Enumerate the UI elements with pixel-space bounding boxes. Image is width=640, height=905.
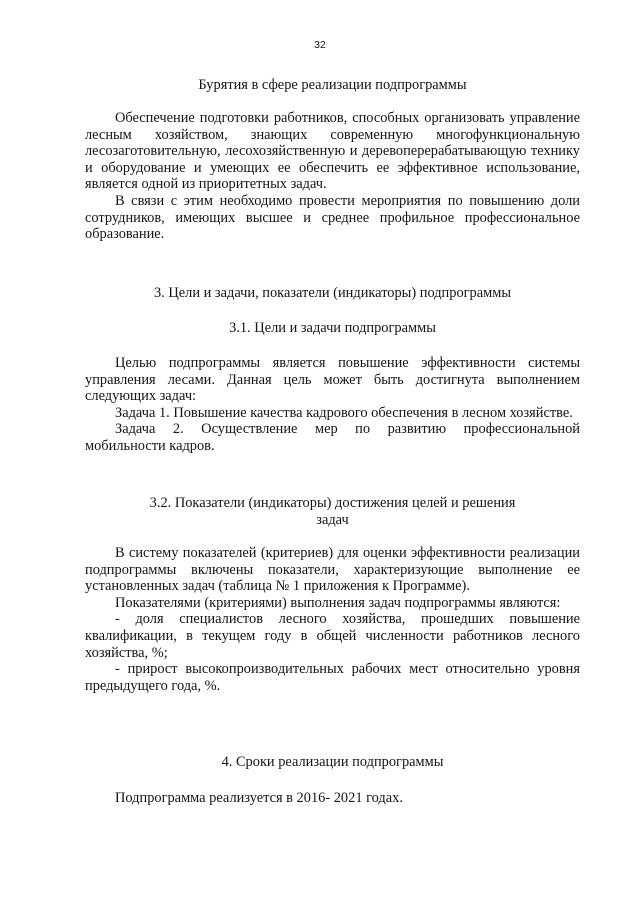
intro-paragraph-1: Обеспечение подготовки работников, способных организовать управление лесным хозяйством, знающих современную многофункциональную лесозаготовительную, лесохозяйственную и деревоперерабатывающую технику и оборудование и умеющих ее обеспечить ее эффективное использование, является одной из приоритетных задач. [85,110,580,193]
section-3-2-paragraph-2: Показателями (критериями) выполнения задач подпрограммы являются: [115,594,561,611]
indicator-1: - доля специалистов лесного хозяйства, прошедших повышение квалификации, в текущем году в общей численности работников лесного хозяйства, %; [85,611,580,661]
page-number: 32 [314,39,326,51]
intro-heading: Бурятия в сфере реализации подпрограммы [198,77,467,93]
section-4-text [85,790,580,807]
section-3-2-paragraph-1: В систему показателей (критериев) для оценки эффективности реализации подпрограммы включены показатели, характеризующие выполнение ее установленных задач (таблица № 1 приложения к Программе). [85,545,580,595]
task-2: Задача 2. Осуществление мер по развитию профессиональной мобильности кадров. [85,421,580,454]
section-3-2-text [85,545,580,694]
intro-text [85,110,580,243]
intro-paragraph-2: В связи с этим необходимо провести мероприятия по повышению доли сотрудников, имеющих высшее и среднее профильное профессиональное образование. [85,192,580,243]
section-3-2-heading [85,495,580,528]
section-3-1-paragraph-1: Целью подпрограммы является повышение эффективности системы управления лесами. Данная цель может быть достигнута выполнением следующих задач: [85,355,580,405]
section-3-2-heading-line-1: 3.2. Показатели (индикаторы) достижения целей и решения [149,495,516,511]
section-3-1-heading: 3.1. Цели и задачи подпрограммы [229,320,436,336]
section-3-2-heading-line-2: задач [316,511,349,528]
section-4-heading: 4. Сроки реализации подпрограммы [221,754,444,770]
section-3-1-text [85,355,580,455]
section-4-paragraph-1: Подпрограмма реализуется в 2016- 2021 годах. [115,790,403,806]
section-3-heading: 3. Цели и задачи, показатели (индикаторы) подпрограммы [153,285,512,301]
indicator-2: - прирост высокопроизводительных рабочих мест относительно уровня предыдущего года, %. [85,661,580,694]
task-1: Задача 1. Повышение качества кадрового обеспечения в лесном хозяйстве. [115,404,573,421]
